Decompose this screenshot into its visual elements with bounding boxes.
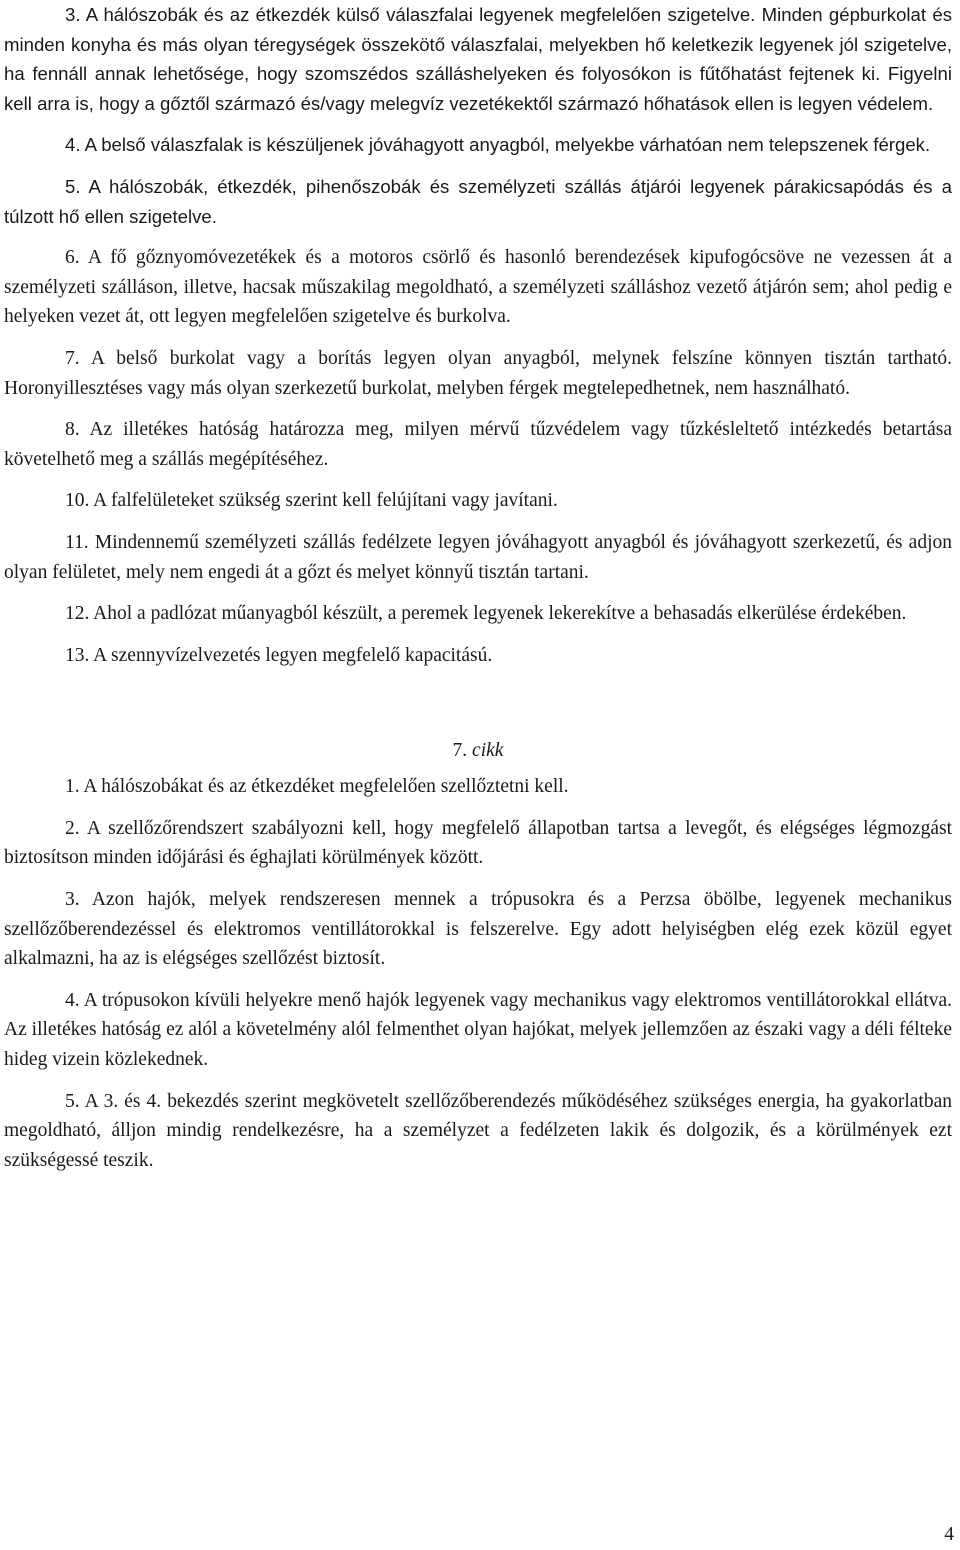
paragraph-13: 13. A szennyvízelvezetés legyen megfelelő kapacitású. bbox=[65, 644, 493, 666]
article-paragraph-1: 1. A hálószobákat és az étkezdéket megfelelően szellőztetni kell. bbox=[65, 776, 569, 798]
paragraph-3: 3. A hálószobák és az étkezdék külső válaszfalai legyenek megfelelően szigetelve. Minden gépburkolat és minden konyha és más olyan téregységek összekötő válaszfalai, melyekben hő keletkezik legyenek jól szigetelve, ha fennáll annak lehetősége, hogy szomszédos szálláshelyeken és folyosókon is fűtőhatást fejtenek ki. Figyelni kell arra is, hogy a gőztől származó és/vagy melegvíz vezetékektől származó hőhatások ellen is legyen védelem. bbox=[4, 4, 952, 114]
article-paragraph-3: 3. Azon hajók, melyek rendszeresen mennek a trópusokra és a Perzsa öbölbe, legyenek mechanikus szellőzőberendezéssel és elektromos ventillátorokkal is felszerelve. Egy adott helyiségben elég ezek közül egyet alkalmazni, ha az is elégséges szellőzést biztosít. bbox=[4, 889, 952, 970]
article-paragraph-5: 5. A 3. és 4. bekezdés szerint megkövetelt szellőzőberendezés működéséhez szükséges energia, ha gyakorlatban megoldható, álljon mindig rendelkezésre, ha a személyzet a fedélzeten lakik és dolgozik, és a körülmények ezt szükségessé teszik. bbox=[4, 1090, 952, 1171]
paragraph-4: 4. A belső válaszfalak is készüljenek jóváhagyott anyagból, melyekbe várhatóan nem telepszenek férgek. bbox=[65, 134, 931, 156]
page-number: 4 bbox=[944, 1524, 954, 1545]
article-number: 7. bbox=[452, 740, 468, 762]
paragraph-6: 6. A fő gőznyomóvezetékek és a motoros csörlő és hasonló berendezések kipufogócsöve ne vezessen át a személyzeti szálláson, illetve, hacsak műszakilag megoldható, a személyzeti szálláshoz vezető átjárón sem; ahol pedig e helyeken vezet át, ott legyen megfelelően szigetelve és burkolva. bbox=[4, 247, 952, 328]
document-page bbox=[4, 0, 952, 1175]
paragraph-11: 11. Mindennemű személyzeti szállás fedélzete legyen jóváhagyott anyagból és jóváhagyott szerkezetű, és adjon olyan felületet, mely nem engedi át a gőzt és melyet könnyű tisztán tartani. bbox=[4, 531, 952, 583]
paragraph-8: 8. Az illetékes hatóság határozza meg, milyen mérvű tűzvédelem vagy tűzkésleltető intézkedés betartása követelhető meg a szállás megépítéséhez. bbox=[4, 419, 952, 470]
article-heading bbox=[4, 736, 952, 766]
article-word: cikk bbox=[472, 740, 504, 762]
paragraph-7: 7. A belső burkolat vagy a borítás legyen olyan anyagból, melynek felszíne könnyen tisztán tartható. Horonyillesztéses vagy más olyan szerkezetű burkolat, melyben férgek megtelepedhetnek, nem használható. bbox=[4, 347, 952, 399]
paragraph-12: 12. Ahol a padlózat műanyagból készült, a peremek legyenek lekerekítve a behasadás elkerülése érdekében. bbox=[65, 603, 907, 625]
article-paragraph-4: 4. A trópusokon kívüli helyekre menő hajók legyenek vagy mechanikus vagy elektromos ventillátorokkal ellátva. Az illetékes hatóság ez alól a követelmény alól felmenthet olyan hajókat, melyek jellemzően az északi vagy a déli félteke hideg vizein közlekednek. bbox=[4, 989, 952, 1071]
paragraph-10: 10. A falfelületeket szükség szerint kell felújítani vagy javítani. bbox=[65, 490, 558, 512]
article-paragraph-2: 2. A szellőzőrendszert szabályozni kell, hogy megfelelő állapotban tartsa a levegőt, és elégséges légmozgást biztosítson minden időjárási és éghajlati körülmények között. bbox=[4, 817, 952, 869]
paragraph-5: 5. A hálószobák, étkezdék, pihenőszobák és személyzeti szállás átjárói legyenek párakicsapódás és a túlzott hő ellen szigetelve. bbox=[4, 175, 952, 227]
